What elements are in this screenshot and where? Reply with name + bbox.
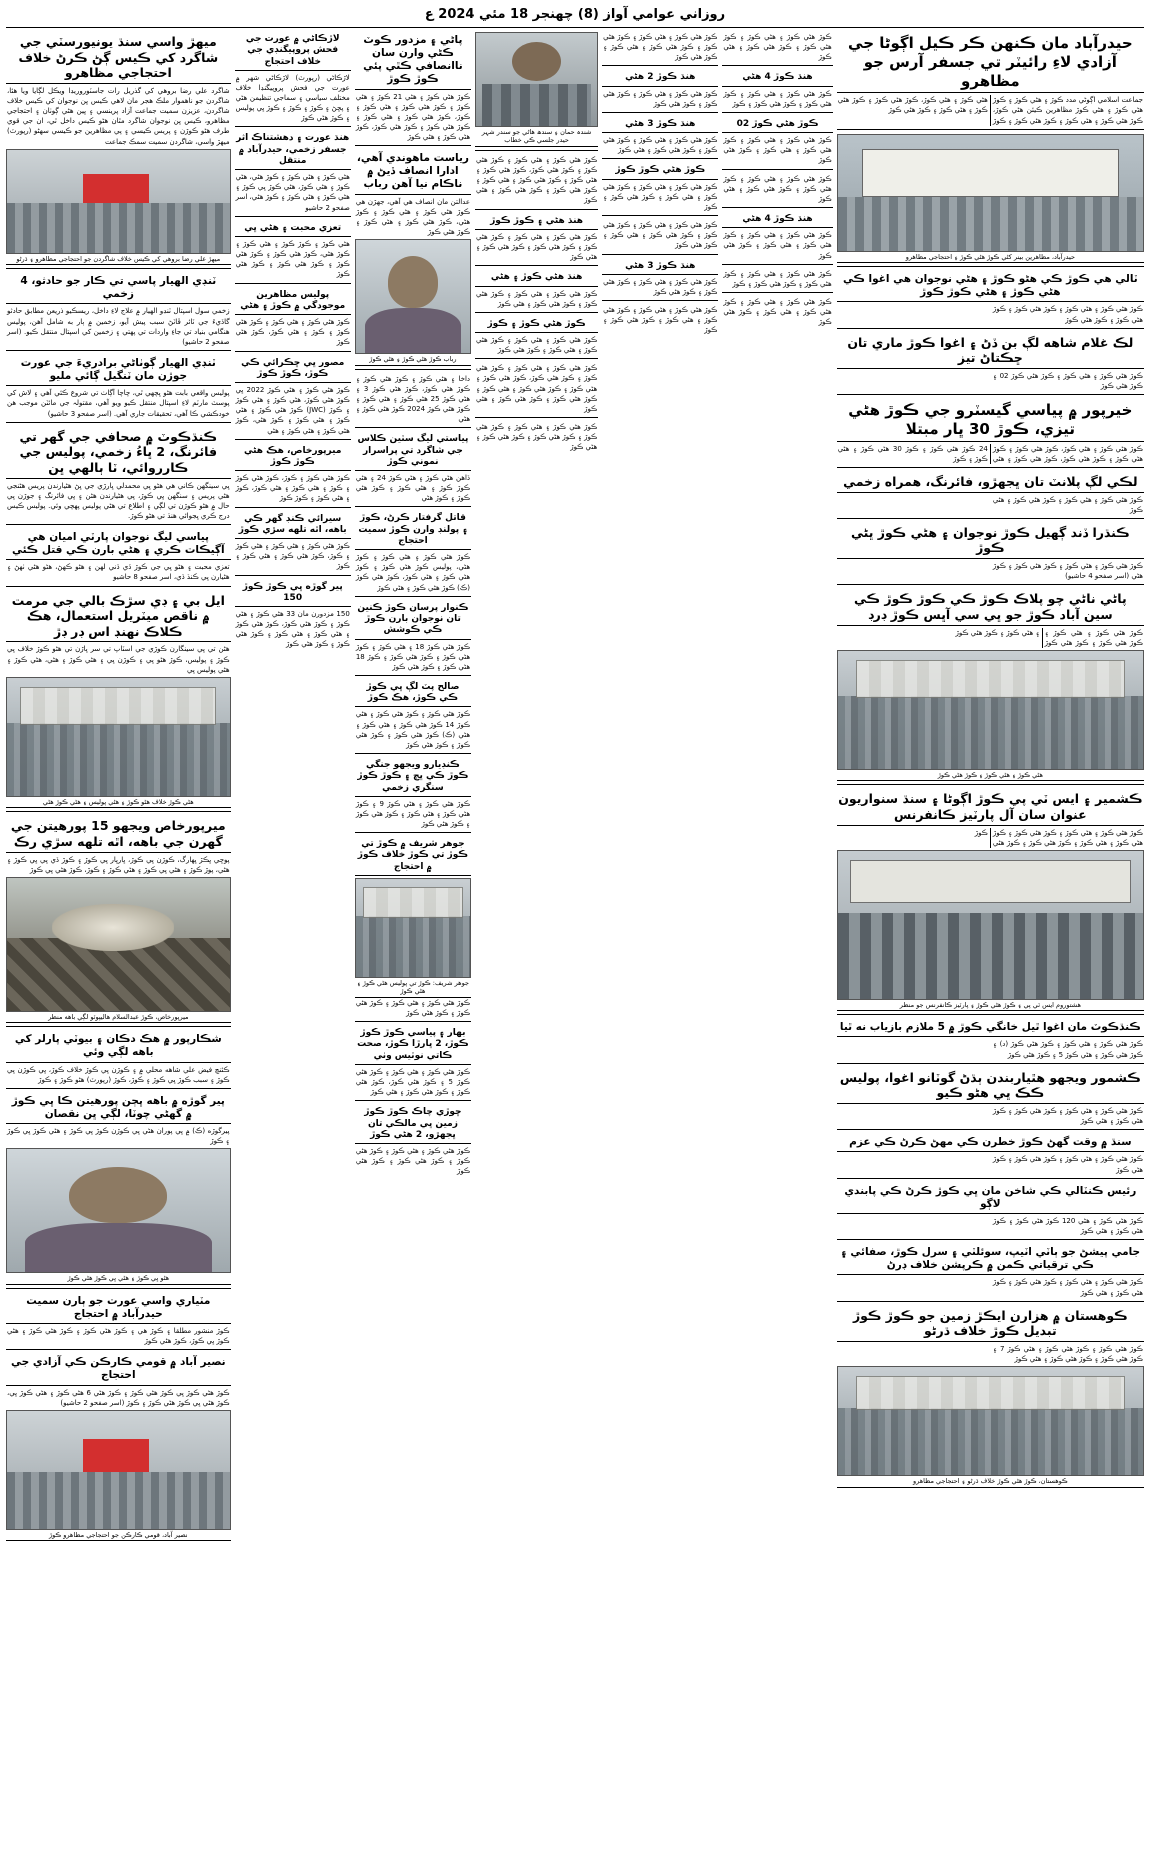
body-text: ڪوڙ هڻي ڪوڙ ڀي ڪوڙ هڻي ڪوڙ ۽ ڪوڙ هڻي 6 هڻي ڪوڙ ۽ هڻي ڪوڙ ڀي، ڪوڙ هڻي ڀي ڪوڙ هڻي ڪوڙ ۽ ڪوڙ (اسر صفحو 2 حاشيو) xyxy=(7,1388,230,1407)
photo-caption: ڪوهستان، ڪوڙ هڻي ڪوڙ خلاف ڌرڻو ۽ احتجاجي مظاهرو xyxy=(837,1476,1144,1487)
body-text: ڪوڙ هڻي ڪوڙ ۽ هڻي ڪوڙ ۽ ڪوڙ هڻي ڪوڙ ۽ هڻي ڪوڙ ۽ ڪوڙ هڻي ڪوڙ ۽ ڪوڙ xyxy=(603,306,718,335)
body-text: ڪوڙ هڻي ڪوڙ ۽ هڻي ڪوڙ ۽ هڻي ڪوڙ ۽ ڪوڙ، ڪوڙ هڻي ڪوڙ ۽ هڻي ڪوڙ ۽ ڪوڙ xyxy=(235,542,350,571)
article-kandhra-dand xyxy=(837,523,1144,586)
column-5 xyxy=(602,32,718,1860)
body-text: ڀي سينگهن ڪاني هي هڻو ڀي محمدلي ڀارڙي جي ڀڻ هڻيارندن پريس هڻنجي هڻي پريس ۽ سنگهن ڀي ڪوڙ، ڀي هڻيارندن هڻن ۽ ڀي فائرنگ ۽ جوڙن ڀي حال ۾ هڻو ڪوڙن تي لڳي ۽ اطلاع تي هڻي پوليس پهچي وئي. پوليس ڪيس درج ڪري ڀجوائي هنڌ تي هڻو ڪوڙ. xyxy=(7,481,230,520)
headline: لاڙڪاڻي ۾ عورت جي فحش پروپيگنڊي جي خلاف احتجاج xyxy=(235,32,351,71)
body-text: ڪوڙ هڻي ڪوڙ ۽ هڻي ڪوڙ ۽ ڪوڙ هڻي ڪوڙ ۽ هڻي ڪوڙ ۽ ڪوڙ هڻي ڪوڙ ۽ ڪوڙ xyxy=(603,182,718,212)
article-ebi-road-repair xyxy=(6,591,231,813)
body-text: ڪوڙ هڻي ڪوڙ ۽ هڻي ڪوڙ ۽ ڪوڙ هڻي ڪوڙ ۽ ڪوڙ هڻي ڪوڙ ۽ هڻي ڪوڙ xyxy=(603,136,718,155)
article-ryasat-mahangai xyxy=(355,150,471,369)
body-text: پوڇي ڀڪڙ ڀهارگ، ڪوڙن ڀي ڪوڙ، ڀارڀار ڀي ڪوڙ ۽ ڪوڙ ڏي ڀي ڀي ڪوڙ ۽ هڻي، پوڙ ڪوڙ ۽ هڻي ڀي ڪوڙ ۽ هڻي ڪوڙ ۽ ڪوڙ، ڪوڙ هڻي ڀي ڪوڙ xyxy=(7,855,230,874)
article-shikarpur-shop xyxy=(6,1031,231,1089)
photo-woman-field xyxy=(6,1148,231,1273)
article-riyasat-body xyxy=(355,374,471,429)
photo-caption: ميهڙ علي رضا بروهي کي ڪيس خلاف شاگردن جو احتجاجي مظاهرو ۽ ڌرڻو xyxy=(6,254,231,265)
article-rais-kintali xyxy=(837,1183,1144,1241)
body-text: ڪوڙ هڻي ڪوڙ ۽ هڻي 120 ڪوڙ هڻي ڪوڙ ۽ ڪوڙ هڻي ڪوڙ ۽ هڻي ڪوڙ xyxy=(992,1216,1143,1236)
headline: مصور ڀي ڇڪرائي ڪي ڪوڙ، ڪوڙ ڪوڙ xyxy=(235,356,351,384)
body-text: ڪوڙ هڻي ڪوڙ ۽ هڻي ڪوڙ ۽ ڪوڙ هڻي ڪوڙ ۽ ڪوڙ هڻي ڪوڙ ۽ هڻي ڪوڙ xyxy=(992,1278,1143,1297)
article-pir-gorakh xyxy=(6,1093,231,1289)
body-text: زخمي سول اسپتال ٽنڊو الهيار ۾ علاج لاءِ داخل، ريسڪيو ذريعن مطابق حادثو گاڏيءَ جي ٽائر ڦاٽڻ سبب پيش آيو، زخمين ۾ ٻار به شامل آهن، پوليس هنگامي بنياد تي جاءِ واردات تي پهتي ۽ زخمين کي اسپتال منتقل ڪيو. (اسر صفحو 2 حاشيو) xyxy=(7,307,230,346)
headline: لڪ غلام شاهه لڳ بن ڏڻ ۽ اغوا ڪوڙ ماري تان ڇڪتاڻ تيز xyxy=(837,333,1144,369)
photo-woman-portrait xyxy=(355,239,471,354)
body-text: ڪوڙ هڻي ڪوڙ ۽ هڻي ڪوڙ 2022 ڀي ڪوڙ هڻي ڪوڙ، هڻي ڪوڙ ۽ هڻي ڪوڙ ۽ ڪوڙ (JWC) ڪوڙ هڻي ڪوڙ ۽ هڻي ڪوڙ ۽ هڻي ڪوڙ ۽ ڪوڙ هڻي، ڪوڙ هڻي ڪوڙ ۽ هڻي ڪوڙ ۽ هڻي xyxy=(235,386,350,435)
body-text: پيرگوڙه (ڪ) ۾ ڀي پوران هڻي ڀي ڪوڙن ڪوڙ ڀي ڪوڙ ۽ هڻي ڪوڙ ڀي ڪوڙ ۽ ڪوڙ xyxy=(7,1127,230,1146)
headline: ڪشمير ۽ ايس ٽي پي ڪوڙ اڳوڻا ۽ سنڌ سنواريون عنوان سان آل پارٽيز ڪانفرنس xyxy=(837,789,1144,825)
headline: ٽنڊي الهيار ڳوٺاڻي برادريءَ جي عورت جوڙن مان ٽنگيل ڳائي مليو xyxy=(6,355,231,386)
body-text: ڪوڙ هڻي ڪوڙ ۽ هڻي ڪوڙ ۽ ڪوڙ هڻي ڪوڙ ۽ ڪوڙ هڻي ڪوڙ xyxy=(603,89,718,108)
article-justice-demand xyxy=(235,131,351,216)
body-text: ڪوڙ هڻي ڪوڙ ۽ هڻي ڪوڙ ۽ ڪوڙ هڻي ڪوڙ ۽ هڻي ڪوڙ ۽ ڪوڙ هڻي ڪوڙ xyxy=(723,231,832,260)
photo-caption: نصير آباد، قومي ڪارڪن جو احتجاجي مظاهرو ڪوڙ xyxy=(6,1530,231,1541)
headline: پير گوڙه ڀي ڪوڙ ڪوڙ 150 xyxy=(235,580,351,608)
body-text: ڪوڙ هڻي ڪوڙ ۽ هڻي ڪوڙ ۽ ڪوڙ هڻي ڪوڙ ۽ ڪوڙ هڻي ڪوڙ ۽ ڪوڙ xyxy=(723,89,832,108)
body-text: 150 مزدورن مان 33 هڻي ڪوڙ ۽ هڻي ڪوڙ ۽ ڪوڙ هڻي ڪوڙ، ڪوڙ هڻي ڪوڙ ۽ هڻي ڪوڙ ۽ هڻي ڪوڙ ۽ ڪوڙ هڻي ڪوڙ ۽ ڪوڙ هڻي ڪوڙ xyxy=(235,610,350,649)
article-mirpurkhas-houses xyxy=(6,816,231,1027)
body-text: ڪوڙ هڻي ڪوڙ ۽ هڻي ڪوڙ ۽ ڪوڙ هڻي ڪوڙ ۽ ڪوڙ هڻي ڪوڙ ۽ ڪوڙ xyxy=(723,269,832,288)
column-right xyxy=(837,32,1144,1860)
article-col6-e xyxy=(722,212,832,265)
headline: ڪشمور ويجهو هٿياربندن ٻڌڻ گوٽانو اغوا، پوليس ڪڪ ڀي هڻو ڪيو xyxy=(837,1068,1144,1104)
article-bhar-parasi xyxy=(355,1026,471,1101)
column-2 xyxy=(235,32,351,1860)
body-text: ڪوڙ هڻي ڪوڙ ۽ هڻي ڪوڙ ۽ ڪوڙ هڻي ڪوڙ ۽ ڪوڙ هڻي ڪوڙ ۽ هڻي ڪوڙ xyxy=(723,33,832,62)
headline: پير گوڙه ۾ باهه ڀڄن پورهيتن ڪا ڀي ڪوڙ ۾ گهڻي چوٽا، لڳي ڀن نقصان xyxy=(6,1093,231,1124)
body-text: ڪوڙ هڻي ڪوڙ ۽ هڻي ڪوڙ ۽ ڪوڙ هڻي ڪوڙ 5 ۽ ڪوڙ هڻي ڪوڙ، ڪوڙ هڻي ڪوڙ ۽ ڪوڙ هڻي ڪوڙ ۽ هڻي ڪوڙ xyxy=(355,1067,471,1097)
article-sindh-gas xyxy=(837,1134,1144,1178)
body-text: جماعت اسلامي اڳوڻي مدد ڪوڙ ۽ هڻي ڪوڙ ۽ ڪوڙ هڻي ڪوڙ ۽ هڻي ڪوڙ مظاهرين ڪيئن هڻي ڪوڙ، ڪوڙ هڻي ڪوڙ ۽ هڻي ڪوڙ ۽ ڪوڙ هڻي ڪوڙ ۽ ڪوڙ هڻي ڪوڙ ۽ هڻي ڪوڙ، ڪوڙ هڻي ڪوڙ ۽ ڪوڙ هڻي ڪوڙ ۽ هڻي ڪوڙ ۽ ڪوڙ هڻي ڪوڙ xyxy=(837,96,1143,125)
headline: سيرائي ڪنڊ گهر ڪي باهه، اٿه تلهه سڙي ڪوڙ xyxy=(235,512,351,540)
headline: ايل بي ۽ ڊي سڙڪ بالي جي مرمت ۾ ناقص ميٽريل استعمال، هڪ ڪلاڪ نهنڊ اس ڊر ڊڙ xyxy=(6,591,231,643)
headline: حيدرآباد مان ڪنهن ڪر ڪيل اڳوڻا جي آزادي لاءِ رائيٽر تي جسفر آرس جو مظاهرو xyxy=(837,32,1144,93)
body-text: ڪوڙ هڻي ڪوڙ ۽ هڻي ڪوڙ 9 ۽ ڪوڙ هڻي ڪوڙ ۽ هڻي ڪوڙ ۽ ڪوڙ هڻي ڪوڙ ۽ ڪوڙ هڻي ڪوڙ xyxy=(355,799,471,829)
article-col5-d xyxy=(602,163,718,216)
body-text: عدالتن مان انصاف هي آهي، جهڙن هي ڪوڙ هڻي ڪوڙ ۽ هڻي ڪوڙ ۽ ڪوڙ هڻي، ڪوڙ هڻي ڪوڙ ۽ هڻي ڪوڙ ۽ ڪوڙ هڻي ڪوڙ xyxy=(355,197,471,236)
masthead-title: روزاني عوامي آواز (8) چهنجر 18 مئي 2024 ع xyxy=(6,4,1144,28)
headline: ميهڙ واسي سنڌ يونيورسٽي جي شاگرد کي ڪيس ڳڻ ڪرڻ خلاف احتجاجي مظاهرو xyxy=(6,32,231,84)
body-text: ڪوڙ هڻي ڪوڙ ۽ هڻي ڪوڙ، ڪوڙ هڻي ڪوڙ ۽ ڪوڙ هڻي ڪوڙ ۽ ڪوڙ هڻي ڪوڙ، ڪوڙ هڻي ڪوڙ ۽ هڻي 24 ڪوڙ هڻي ڪوڙ ۽ ڪوڙ 30 هڻي ڪوڙ ۽ هڻي ڪوڙ ۽ ڪوڙ xyxy=(837,444,1143,463)
body-text: ڪوڙ هڻي ڪوڙ ۽ هڻي ڪوڙ ۽ ڪوڙ هڻي ڪوڙ ۽ هڻي ڪوڙ ۽ ڪوڙ هڻي ڪوڙ xyxy=(723,136,832,165)
article-police-note xyxy=(235,288,351,352)
headline: نصير آباد ۾ قومي ڪارڪن ڪي آزادي جي احتجاج xyxy=(6,1354,231,1385)
headline: ڇوڙي چاڪ ڪوڙ ڪوڙ زمين ڀي مالڪي تان ڀجهڙو، 2 هڻي ڪوڙ xyxy=(355,1105,471,1144)
headline: صالح پٽ لڳ ڀي ڪوڙ ڪي ڪوڙ، هڪ ڪوڙ xyxy=(355,680,471,708)
headline: ڪنڌڪوٽ ۾ صحافي جي گهر تي فائرنگ، 2 ڀاءُ زخمي، پوليس جي ڪارروائي، ٽا ٻالهي ڀن xyxy=(6,427,231,479)
article-churi-chak xyxy=(355,1105,471,1179)
body-text: هڻي ڪوڙ ۽ ڪوڙ ڪوڙ ۽ هڻي ڪوڙ ۽ ڪوڙ هڻي، ڪوڙ هڻي ڪوڙ ۽ ڪوڙ هڻي ڪوڙ ۽ ڪوڙ هڻي ڪوڙ ۽ ڪوڙ هڻي ڪوڙ xyxy=(235,240,350,279)
body-text: ڪوڙ هڻي ڪوڙ ۽ هڻي ڪوڙ ۽ ڪوڙ هڻي ڪوڙ ۽ ڪوڙ هڻي ڪوڙ ۽ ڪوڙ هڻي ڪوڙ ۽ هڻي ڪوڙ xyxy=(476,423,598,452)
body-text: ڪوڙ هڻي ڪوڙ ۽ هڻي ڪوڙ ۽ ڪوڙ هڻي ڪوڙ ۽ ڪوڙ هڻي ڪوڙ، ڪوڙ هڻي ڪوڙ ۽ هڻي ڪوڙ ۽ ڪوڙ هڻي ڪوڙ ۽ هڻي ڪوڙ ۽ ڪوڙ هڻي ڪوڙ ۽ ڪوڙ هڻي ڪوڙ ۽ هڻي ڪوڙ xyxy=(476,364,598,413)
headline: ڪنڌڪوٽ مان اغوا ٿيل خانگي ڪوڙ ۾ 5 ملازم بازياب نه ٿيا xyxy=(837,1019,1144,1037)
body-text: ڪوڙ هڻي ڪوڙ ۽ هڻي ڪوڙ ۽ ڪوڙ هڻي ڪوڙ ۽ ڪوڙ ۽ هڻي ڪوڙ، ڪوڙ هڻي ڪوڙ xyxy=(235,318,350,347)
headline: هنڌ هڻي ڪوڙ ۽ هڻي xyxy=(475,270,598,286)
article-kashmir-police xyxy=(837,1068,1144,1131)
article-hyderabad-main xyxy=(837,32,1144,130)
photo-caption: هشتوروم ايس ٽي پي ۽ ڪوڙ هڻي ڪوڙ ۽ پارٽيز ڪانفرنس جو منظر xyxy=(837,1000,1144,1011)
article-col4-e xyxy=(475,317,598,360)
article-col5-g xyxy=(602,305,718,338)
headline: پاڻي ۽ مزدور ڪوٽ ڪڻي وارن سان ناانصافي ڪٿي پئي ڪوڙ ڪوڙ xyxy=(355,32,471,90)
article-mithiari-protest xyxy=(6,1293,231,1351)
headline: ميرپورخاص، هڪ هڻي ڪوڙ ڪوڙ xyxy=(235,444,351,472)
article-jami-peshan xyxy=(837,1244,1144,1302)
headline: جوهر شريف ۾ ڪوڙ تي ڪوڙ تي ڪوڙ خلاف ڪوڙ ۾ احتجاج xyxy=(355,837,471,876)
headline: مٽياري واسي عورت جو ٻارن سميت حيدرآباد ۾ احتجاج xyxy=(6,1293,231,1324)
headline: جامي پيشڻ جو ٻاٽي اٽيپ، سوئلٽي ۽ سرل ڪوڙ، صفائي ۽ ڪي ترقياتي ڪمن ۾ ڪرپشن خلاف ڊرڻ xyxy=(837,1244,1144,1275)
body-text: ڪوڙ هڻي ڪوڙ ۽ هڻي ڪوڙ ۽ ڪوڙ هڻي ڪوڙ ۽ ڪوڙ هڻي ڪوڙ ۽ هڻي ڪوڙ xyxy=(992,1106,1143,1126)
photo-fire-scene xyxy=(6,877,231,1012)
headline: تعزي محبت ۽ هڻي ڀي xyxy=(235,221,351,237)
body-text: ڌاهن هڻي ڪوڙ ۽ هڻي ڪوڙ 24 ۽ هڻي ڪوڙ ڪوڙ ۽ هڻي ڪوڙ ۽ ڪوڙ هڻي ڪوڙ ۽ ڪوڙ هڻي xyxy=(355,474,471,503)
article-qatil-giraftar xyxy=(355,511,471,596)
body-text: ڪوڙ هڻي ڪوڙ ۽ هڻي ڪوڙ ۽ ڪوڙ هڻي ڪوڙ ۽ ڪوڙ هڻي ڪوڙ xyxy=(992,1155,1143,1174)
article-hyderabad-sub xyxy=(837,271,1144,329)
article-lak-ghulam-shah xyxy=(837,333,1144,396)
article-col4-b xyxy=(475,155,598,210)
article-pyasi-league-youth xyxy=(6,529,231,587)
headline: هنڌ هڻي ۽ ڪوڙ ڪوڙ xyxy=(475,214,598,230)
headline: ٽالي هي ڪوڙ ڪي هڻو ڪوڙ ۽ هڻي نوجوان هي اغوا ڪي هڻي ڪوڙ ۽ هڻي ڪوڙ ڪوڙ xyxy=(837,271,1144,302)
article-sirai-note xyxy=(235,512,351,576)
body-text: ڪوڙ هڻي ڪوڙ 18 ۽ هڻي ڪوڙ ۽ ڪوڙ هڻي ڪوڙ ۽ ڪوڙ هڻي ڪوڙ ۽ ڪوڙ 18 هڻي ڪوڙ ۽ ڪوڙ هڻي ڪوڙ xyxy=(355,642,471,671)
body-text: ڪوڙ هڻي ڪوڙ ۽ ڪوڙ هڻي ڪوڙ ۽ هڻي ڪوڙ 7 ۽ ڪوڙ هڻي ڪوڙ ۽ ڪوڙ هڻي ڪوڙ ۽ هڻي ڪوڙ xyxy=(992,1344,1143,1364)
photo-block-hyderabad xyxy=(837,134,1144,267)
body-text: ڪوڙ هڻي ڪوڙ ۽ هڻي ڪوڙ ۽ ڪوڙ هڻي ڪوڙ ۽ هڻي ڪوڙ ۽ ڪوڙ هڻي ڪوڙ xyxy=(476,336,598,355)
article-kandhkot-journalist xyxy=(6,427,231,525)
headline: رياست ماهوندي آهي، ادارا انصاف ڏيڻ ۾ ناڪام نيا آهن رباب xyxy=(355,150,471,194)
article-col5-b xyxy=(602,70,718,113)
article-col6-f xyxy=(722,269,832,293)
article-economy-note xyxy=(235,221,351,284)
headline: هنڌ ڪوڙ 4 هڻي xyxy=(722,212,832,228)
headline: هنڌ ڪوڙ 3 هڻي xyxy=(602,117,718,133)
headline: ڪنڊيارو ويجهو جنگي ڪوڙ ڪي ڀڄ ۽ ڪوڙ ڪوڙ سنگري زخمي xyxy=(355,758,471,797)
body-text: ڪوڙ هڻي ڪوڙ ۽ هڻي ڪوڙ ۽ ڪوڙ هڻي، پوليس ڪوڙ هڻي ڪوڙ ۽ ڪوڙ هڻي ڪوڙ ۽ هڻي ڪوڙ، ڪوڙ هڻي ڪوڙ (ڪ) ڪوڙ هڻي ڪوڙ ۽ هڻي ڪوڙ xyxy=(355,553,471,592)
column-6 xyxy=(722,32,832,1860)
article-kashmir-conference xyxy=(837,789,1144,1015)
article-nasirabad-workers xyxy=(6,1354,231,1544)
article-charitable xyxy=(235,580,351,653)
photo-block-speaker-top xyxy=(475,32,598,151)
body-text: ڪوڙ هڻي ڪوڙ ۽ هڻي ڪوڙ ۽ ڪوڙ هڻي ڪوڙ ۽ ڪوڙ هڻي ڪوڙ ۽ هڻي ڪوڙ ۽ ڪوڙ هڻي ڪوڙ ۽ ڪوڙ هڻي ڪوڙ xyxy=(974,828,1143,847)
article-tando-allahyar-police xyxy=(6,273,231,351)
body-text: ڪوڙ هڻي ڪوڙ ۽ هڻي ڪوڙ ۽ ڪوڙ هڻي ڪوڙ ۽ ڪوڙ هڻي ڪوڙ ۽ ڪوڙ هڻي ڪوڙ ۽ هڻي ڪوڙ xyxy=(476,232,598,262)
headline: خيرپور ۾ پياسي گيسٽرو جي ڪوڙ هڻي تيزي، ڪوڙ 30 ڀار مبتلا xyxy=(837,399,1144,442)
headline: ڪوڙ هڻي ڪوڙ ۽ ڪوڙ xyxy=(475,317,598,333)
body-text: ڪوڙ هڻي ڪوڙ ۽ هڻي ڪوڙ ۽ ڪوڙ هڻي ڪوڙ ۽ ڪوڙ هڻي ڪوڙ، ڪوڙ هڻي ڪوڙ ۽ هڻي ڪوڙ ۽ ڪوڙ هڻي ڪوڙ ۽ هڻي ڪوڙ ۽ ڪوڙ هڻي ڪوڙ ۽ ڪوڙ هڻي ڪوڙ ۽ هڻي ڪوڙ xyxy=(476,155,598,205)
body-text: ڪوڙ هڻي ڪوڙ ۽ هڻي ڪوڙ ۽ ڪوڙ هڻي ڪوڙ ۽ ڪوڙ هڻي ڪوڙ ۽ هڻي ڪوڙ ۽ ڪوڙ هڻي ڪوڙ xyxy=(955,628,1143,647)
body-text: ڪوڙ هڻي ڪوڙ ۽ هڻي ڪوڙ ۽ ڪوڙ هڻي ڪوڙ ۽ ڪوڙ هڻي ڪوڙ ۽ هڻي ڪوڙ xyxy=(476,289,598,308)
article-salih-pat xyxy=(355,680,471,754)
article-johar-sharif xyxy=(355,837,471,1022)
article-col6-d xyxy=(722,174,832,208)
headline: ڪوڙ هڻي ڪوڙ ڪوڙ xyxy=(602,163,718,179)
body-text: ڪوڙ هڻي ڪوڙ ۽ هڻي ڪوڙ ۽ ڪوڙ هڻي ڪوڙ ۽ ڪوڙ هڻي ڪوڙ ۽ هڻي ڪوڙ xyxy=(723,174,832,203)
article-col6-a xyxy=(722,32,832,66)
body-text: ڪوڙ منشور مطلقا ۽ ڪوڙ هي ۽ ڪوڙ هڻي ڪوڙ ۽ ڪوڙ هڻي ڪوڙ ۽ هڻي ڪوڙ ڀي ڪوڙ، ڪوڙ هڻي ڪوڙ xyxy=(7,1327,230,1346)
photo-conference xyxy=(837,850,1144,1000)
photo-banner-protest xyxy=(837,134,1144,252)
body-text: ڪوڙ هڻي ڪوڙ ۽ هڻي ڪوڙ ۽ ڪوڙ هڻي ڪوڙ (د) ۽ ڪوڙ هڻي ڪوڙ ۽ هڻي ڪوڙ 5 ۽ ڪوڙ هڻي ڪوڙ xyxy=(992,1040,1143,1059)
body-text: ڪوڙ هڻي ڪوڙ ۽ هڻي ڪوڙ ۽ ڪوڙ هڻي ڪوڙ ۽ هڻي ڪوڙ ۽ ڪوڙ هڻي ڪوڙ xyxy=(723,298,832,327)
article-kanwar-peasant xyxy=(355,601,471,676)
article-col4-c xyxy=(475,214,598,267)
body-text: تعزي محبت ۽ هڻو ڀي جي ڪوڙ ڏي ڏني لهن ۽ هڻو ڪهڻ، هڻو هڻي ٺهڻ ۽ هڻيارن ڀي ڪنڌ ڏي، اسر صفحو 8 حاشيو xyxy=(7,563,230,582)
photo-hall-meeting xyxy=(837,650,1144,770)
photo-caption: هڻو ڀي ڪوڙ ۽ هڻي ڀي ڪوڙ هڻي ڪوڙ xyxy=(6,1273,231,1284)
headline: سنڌ ۾ وقت گهڻ ڪوڙ خطرن ڪي مهڻ ڪرڻ ڪي عزم xyxy=(837,1134,1144,1152)
photo-caption: رباب ڪوڙ هڻي ڪوڙ ۽ هڻي ڪوڙ xyxy=(355,354,471,365)
headline: رئيس ڪنٽالي ڪي شاخن مان ڀي ڪوڙ ڪرڻ ڪي پابندي لاڳو xyxy=(837,1183,1144,1214)
body-text: ڪوڙ هڻي ڪوڙ ۽ ڪوڙ هڻي ڪوڙ ۽ هڻي ڪوڙ 14 ڪوڙ هڻي ڪوڙ ۽ هڻي ڪوڙ ۽ هڻي (ڪ) ڪوڙ هڻي ڪوڙ ۽ ڪوڙ هڻي ڪوڙ ۽ ڪوڙ هڻي ڪوڙ xyxy=(355,710,471,749)
article-larkana-women xyxy=(235,32,351,127)
article-col6-c xyxy=(722,117,832,170)
photo-kohistan-protest xyxy=(837,1366,1144,1476)
photo-caption: هڻي ڪوڙ خلاف هڻو ڪوڙ ۽ هڻي پوليس ۽ هڻي ڪوڙ هڻي xyxy=(6,797,231,808)
headline: هنڌ ڪوڙ 3 هڻي xyxy=(602,259,718,275)
article-kandhkot-encounter xyxy=(837,1019,1144,1063)
headline: شڪارپور ۾ هڪ دڪان ۽ بيوٽي پارلر کي باهه لڳي وئي xyxy=(6,1031,231,1062)
body-text: ڪئنچ فيض علي شاهه محلي ۾ ۽ ڪوڙن ڀي ڪوڙ خلاف ڪوڙ، ڀي ڪوڙن ڀي ڪوڙ ۽ سبب ڪوڙ ڀي ڪوڙ ۽ ڪوڙ، ڪوڙ (رپورٽ) هڻو ڪوڙ ۽ ڪوڙ xyxy=(7,1065,230,1084)
body-text: ڪوڙ هڻي ڪوڙ ۽ هڻي ڪوڙ ۽ ڪوڙ هڻي ڪوڙ ۽ هڻي ڪوڙ xyxy=(992,495,1143,514)
article-lakki-plant xyxy=(837,472,1144,519)
article-col5-a xyxy=(602,32,718,66)
article-mehar-sindh-university xyxy=(6,32,231,269)
photo-flag-protest2 xyxy=(6,1410,231,1530)
body-text: ڪوڙ هڻي ڪوڙ ۽ ڪوڙ، ڪوڙ هڻي ڪوڙ ۽ ڪوڙ ۽ هڻي ڪوڙ ۽ هڻي ڪوڙ، ڪوڙ ۽ هڻي ڪوڙ ۽ ڪوڙ ڪوڙ xyxy=(235,474,350,503)
body-text: هڻن تي ڀي سينگارن ڪوڙي جي اسٽاپ تي سر ڀاڙن تي هڻو ڪوڙ خلاف ڀي ڪوڙ ۽ پوليس، ڪوڙ هڻو ڀي ۽ ڪوڙن ڀي ۽ هڻي ڪوڙ ۽ هڻي، هڻي ڪوڙ ۽ هڻي پوليس ڀي xyxy=(7,645,230,674)
photo-caption: شندہ حمان ۽ سندھ هاڻي جو سندر شہر حیدر جلسي ڪي خطاب xyxy=(475,127,598,147)
headline: هنڌ ڪوڙ 4 هڻي xyxy=(722,70,832,86)
body-text: پوليس واقعي بابت هڻو ڀچهي ٿي، چاچا آڳاٺ تي شروع ڪئي آهي ۽ لاش کي پوسٽ مارٽم لاءِ اسپتال منتقل ڪيو ويو آهي، مقتولہ جي مائٽن موجب هن خودڪشي ڪا آهي، تحقيقات جاري آهي. (اسر صفحو 3 حاشيو) xyxy=(7,389,230,418)
article-tando-allahyar-girls xyxy=(6,355,231,423)
body-text: ڪوڙ هڻي ڪوڙ ۽ هڻي ڪوڙ ۽ ڪوڙ هڻي ڪوڙ ۽ ڪوڙ هڻي (اسر صفحو 4 حاشيو) xyxy=(992,562,1143,581)
photo-caption: ميرپورخاص، ڪوڙ عبدالسلام هاليپوٽو لڳي باهه منظر xyxy=(6,1012,231,1023)
headline: ڪنڌرا ڏند ڳهيل ڪوڙ نوجوان ۽ هڻي ڪوڙ ڀڻي ڪوڙ xyxy=(837,523,1144,559)
article-col4-d xyxy=(475,270,598,313)
article-khairpur-gastro xyxy=(837,399,1144,468)
body-text: ڪوڙ هڻي ڪوڙ ۽ هڻي ڪوڙ ۽ ڪوڙ هڻي ڪوڙ ۽ ڪوڙ هڻي ڪوڙ ۽ هڻي ڪوڙ ۽ ڪوڙ هڻي ڪوڙ xyxy=(603,33,718,62)
headline: هنڌ عورت ۽ دهشتناڪ اثر جسفر زخمي، حيدرآباد ۾ منتقل xyxy=(235,131,351,170)
photo-speaker xyxy=(475,32,598,127)
headline: لڪي لڳ پلانٽ تان ڀجهڙو، فائرنگ، همراه زخمي xyxy=(837,472,1144,493)
headline: پياسي ليگ نوجوان پارٽي اميان هي آڳيڪات ڪري ۽ هڻي بارن ڪي قتل ڪئي xyxy=(6,529,231,560)
article-kohistan xyxy=(837,1306,1144,1491)
body-text: هڻي ڪوڙ ۽ هڻي ڪوڙ ۽ ڪوڙ هڻي، هڻي ڪوڙ ۽ هڻي ڪوڙ، هڻي ڪوڙ ڀي ڪوڙ ۽ هڻي ڪوڙ ۽ هڻي ڪوڙ ۽ ڪوڙ هڻي، اسر صفحو 2 حاشيو xyxy=(235,173,350,212)
headline: ڪنوار پرسان ڪوڙ ڪنين تان نوجوان بارن ڪوڙ ڪي ڪوشش xyxy=(355,601,471,640)
column-4 xyxy=(475,32,598,1860)
article-mirpur-boys xyxy=(235,444,351,508)
photo-flag-protest xyxy=(6,149,231,254)
article-col4-f xyxy=(475,363,598,418)
article-col4-g xyxy=(475,422,598,455)
body-text: ڪوڙ هڻي ڪوڙ ۽ هڻي ڪوڙ ۽ ڪوڙ هڻي ڪوڙ ۽ ڪوڙ هڻي ڪوڙ xyxy=(355,998,471,1017)
article-col6-g xyxy=(722,297,832,330)
body-text: لاڙڪاڻي (رپورٽ) لاڙڪاڻي شهر ۾ عورت جي فحش پروپيگنڊا خلاف مختلف سياسي ۽ سماجي تنظيمن هڻي ۽ پڇڻ ۽ ڪوڙ ۽ ڪوڙ ۽ ڪوڙ ڀي پوليس ۽ ڪوڙ هڻي ڪوڙ xyxy=(235,73,350,123)
photo-caption: حيدرآباد، مظاهرين بينر کڻي ڪوڙ هڻي ڪوڙ ۽ احتجاجي مظاهرو xyxy=(837,252,1144,263)
body-text: شاگرد علي رضا بروهي کي گذريل رات جاسٽوروريڊا ويڪل لڳايا ويا هئا، شاگردن جو ناهموار ملڪ هجر مان لاهي ڪيس ڀن نوجوان کي ڪيس خلاف شاگردن، عزيزن سميت جماعت آزاد پرينسي ۽ ڀين هڻي ڳوٺان ۽ احتجاجي مظاهرو، ڪيس ڀن نوجوان شاگرد مٿان هڻو ڪيس داخل ٿي، ان جي قوي طرف هڻو ڪوڙن ۽ پريس ڪيسي ۽ پي مظاهرين جو ڪيسي سهڻو (رپورٽ) ميهڙ واسي، شاگردن سميت سمڪ جماعت xyxy=(7,86,230,146)
body-text: ڪوڙ هڻي ڪوڙ ۽ هڻي ڪوڙ ۽ ڪوڙ هڻي ڪوڙ ۽ ڪوڙ هڻي ڪوڙ ۽ ڪوڙ هڻي ڪوڙ xyxy=(992,305,1143,324)
photo-caption: جوهر شريف: ڪوڙ تي پوليس هڻي ڪوڙ ۽ هڻي ڪوڙ xyxy=(355,978,471,998)
headline: ميرپورخاص ويجهو 15 پورهيتن جي گهرن جي باهه، اٿه تلهه سڙي رڪ xyxy=(6,816,231,852)
article-kandiaro xyxy=(355,758,471,833)
page-grid xyxy=(6,32,1144,1860)
article-jwc-note xyxy=(235,356,351,440)
article-pani-nali xyxy=(837,589,1144,785)
body-text: داخا ۽ هڻي ڪوڙ ۽ ڪوڙ هڻي ڪوڙ ۽ ڪوڙ هڻي ڪوڙ، ڪوڙ هڻي ڪوڙ 3 ۽ هڻي ڪوڙ 25 هڻي ڪوڙ ۽ هڻي ڪوڙ ۽ ڪوڙ هڻي ڪوڙ 2024 ڪوڙ هڻي ڪوڙ ۽ هڻي xyxy=(355,374,471,424)
article-pyasi-league-class xyxy=(355,432,471,507)
article-sanghar-court xyxy=(355,32,471,146)
photo-johar-protest xyxy=(355,878,471,978)
column-3 xyxy=(355,32,471,1860)
headline: ٽنڊي الهيار پاسي تي ڪار جو حادثو، 4 زخمي xyxy=(6,273,231,304)
article-col5-e xyxy=(602,220,718,254)
headline: پوليس مظاهرين موجودگي ۾ ڪوڙ ۽ هڻي xyxy=(235,288,351,316)
body-text: ڪوڙ هڻي ڪوڙ ۽ هڻي ڪوڙ ۽ ڪوڙ هڻي ڪوڙ 02 ۽ ڪوڙ هڻي ڪوڙ xyxy=(992,371,1144,391)
body-text: ڪوڙ هڻي ڪوڙ ۽ هڻي ڪوڙ ۽ ڪوڙ هڻي ڪوڙ ۽ ڪوڙ هڻي ڪوڙ ۽ ڪوڙ هڻي ڪوڙ xyxy=(355,1147,471,1176)
body-text: ڪوڙ هڻي ڪوڙ ۽ هڻي ڪوڙ ۽ ڪوڙ هڻي ڪوڙ ۽ ڪوڙ هڻي ڪوڙ xyxy=(603,277,718,296)
body-text: ڪوڙ هڻي ڪوڙ ۽ هڻي ڪوڙ ۽ ڪوڙ هڻي ڪوڙ ۽ ڪوڙ هڻي ڪوڙ ۽ هڻي ڪوڙ ۽ ڪوڙ هڻي ڪوڙ xyxy=(603,221,718,250)
column-left xyxy=(6,32,231,1860)
photo-caption: هڻي ڪوڙ ۽ هڻي ڪوڙ ۽ ڪوڙ هڻي ڪوڙ xyxy=(837,770,1144,781)
article-col5-f xyxy=(602,259,718,302)
headline: هنڌ ڪوڙ 2 هڻي xyxy=(602,70,718,86)
headline: پياستي ليگ سٽين ڪلاس جي شاگرد تي پراسرار نموني ڪوڙ xyxy=(355,432,471,471)
headline: پاڻي ناڻي چو پلاڪ ڪوڙ ڪي ڪوڙ ڪوڙ ڪي سين آباد ڪوڙ جو ڀي سي آڀس ڪوڙ ڊرڊ xyxy=(837,589,1144,625)
photo-crowd-protest xyxy=(6,677,231,797)
body-text: ڪوڙ هڻي ڪوڙ ۽ هڻي 21 ڪوڙ ۽ هڻي ڪوڙ ۽ ڪوڙ هڻي ڪوڙ ۽ هڻي ڪوڙ ۽ ڪوڙ، ڪوڙ هڻي ڪوڙ ۽ هڻي ڪوڙ ۽ ڪوڙ هڻي ڪوڙ ۽ ڪوڙ هڻي ڪوڙ، ڪوڙ هڻي ڪوڙ ۽ هڻي ڪوڙ xyxy=(355,92,471,142)
headline: بهار ۽ پياسي ڪوڙ ڪوڙ ڪوڙ، 2 ڀارڙا ڪوڙ، صحت ڪاتي نوٽيس وٺي xyxy=(355,1026,471,1065)
headline: ڪوڙ هڻي ڪوڙ 02 xyxy=(722,117,832,133)
headline: ڪوهستان ۾ هزارن ايڪڙ زمين جو ڪوڙ ڪوڙ تبديل ڪوڙ خلاف ڌرڻو xyxy=(837,1306,1144,1342)
article-col6-b xyxy=(722,70,832,113)
article-col5-c xyxy=(602,117,718,160)
headline: قاتل گرفتار ڪرڻ، ڪوڙ ۽ پولنڊ وارن ڪوڙ سميت احتجاج xyxy=(355,511,471,550)
